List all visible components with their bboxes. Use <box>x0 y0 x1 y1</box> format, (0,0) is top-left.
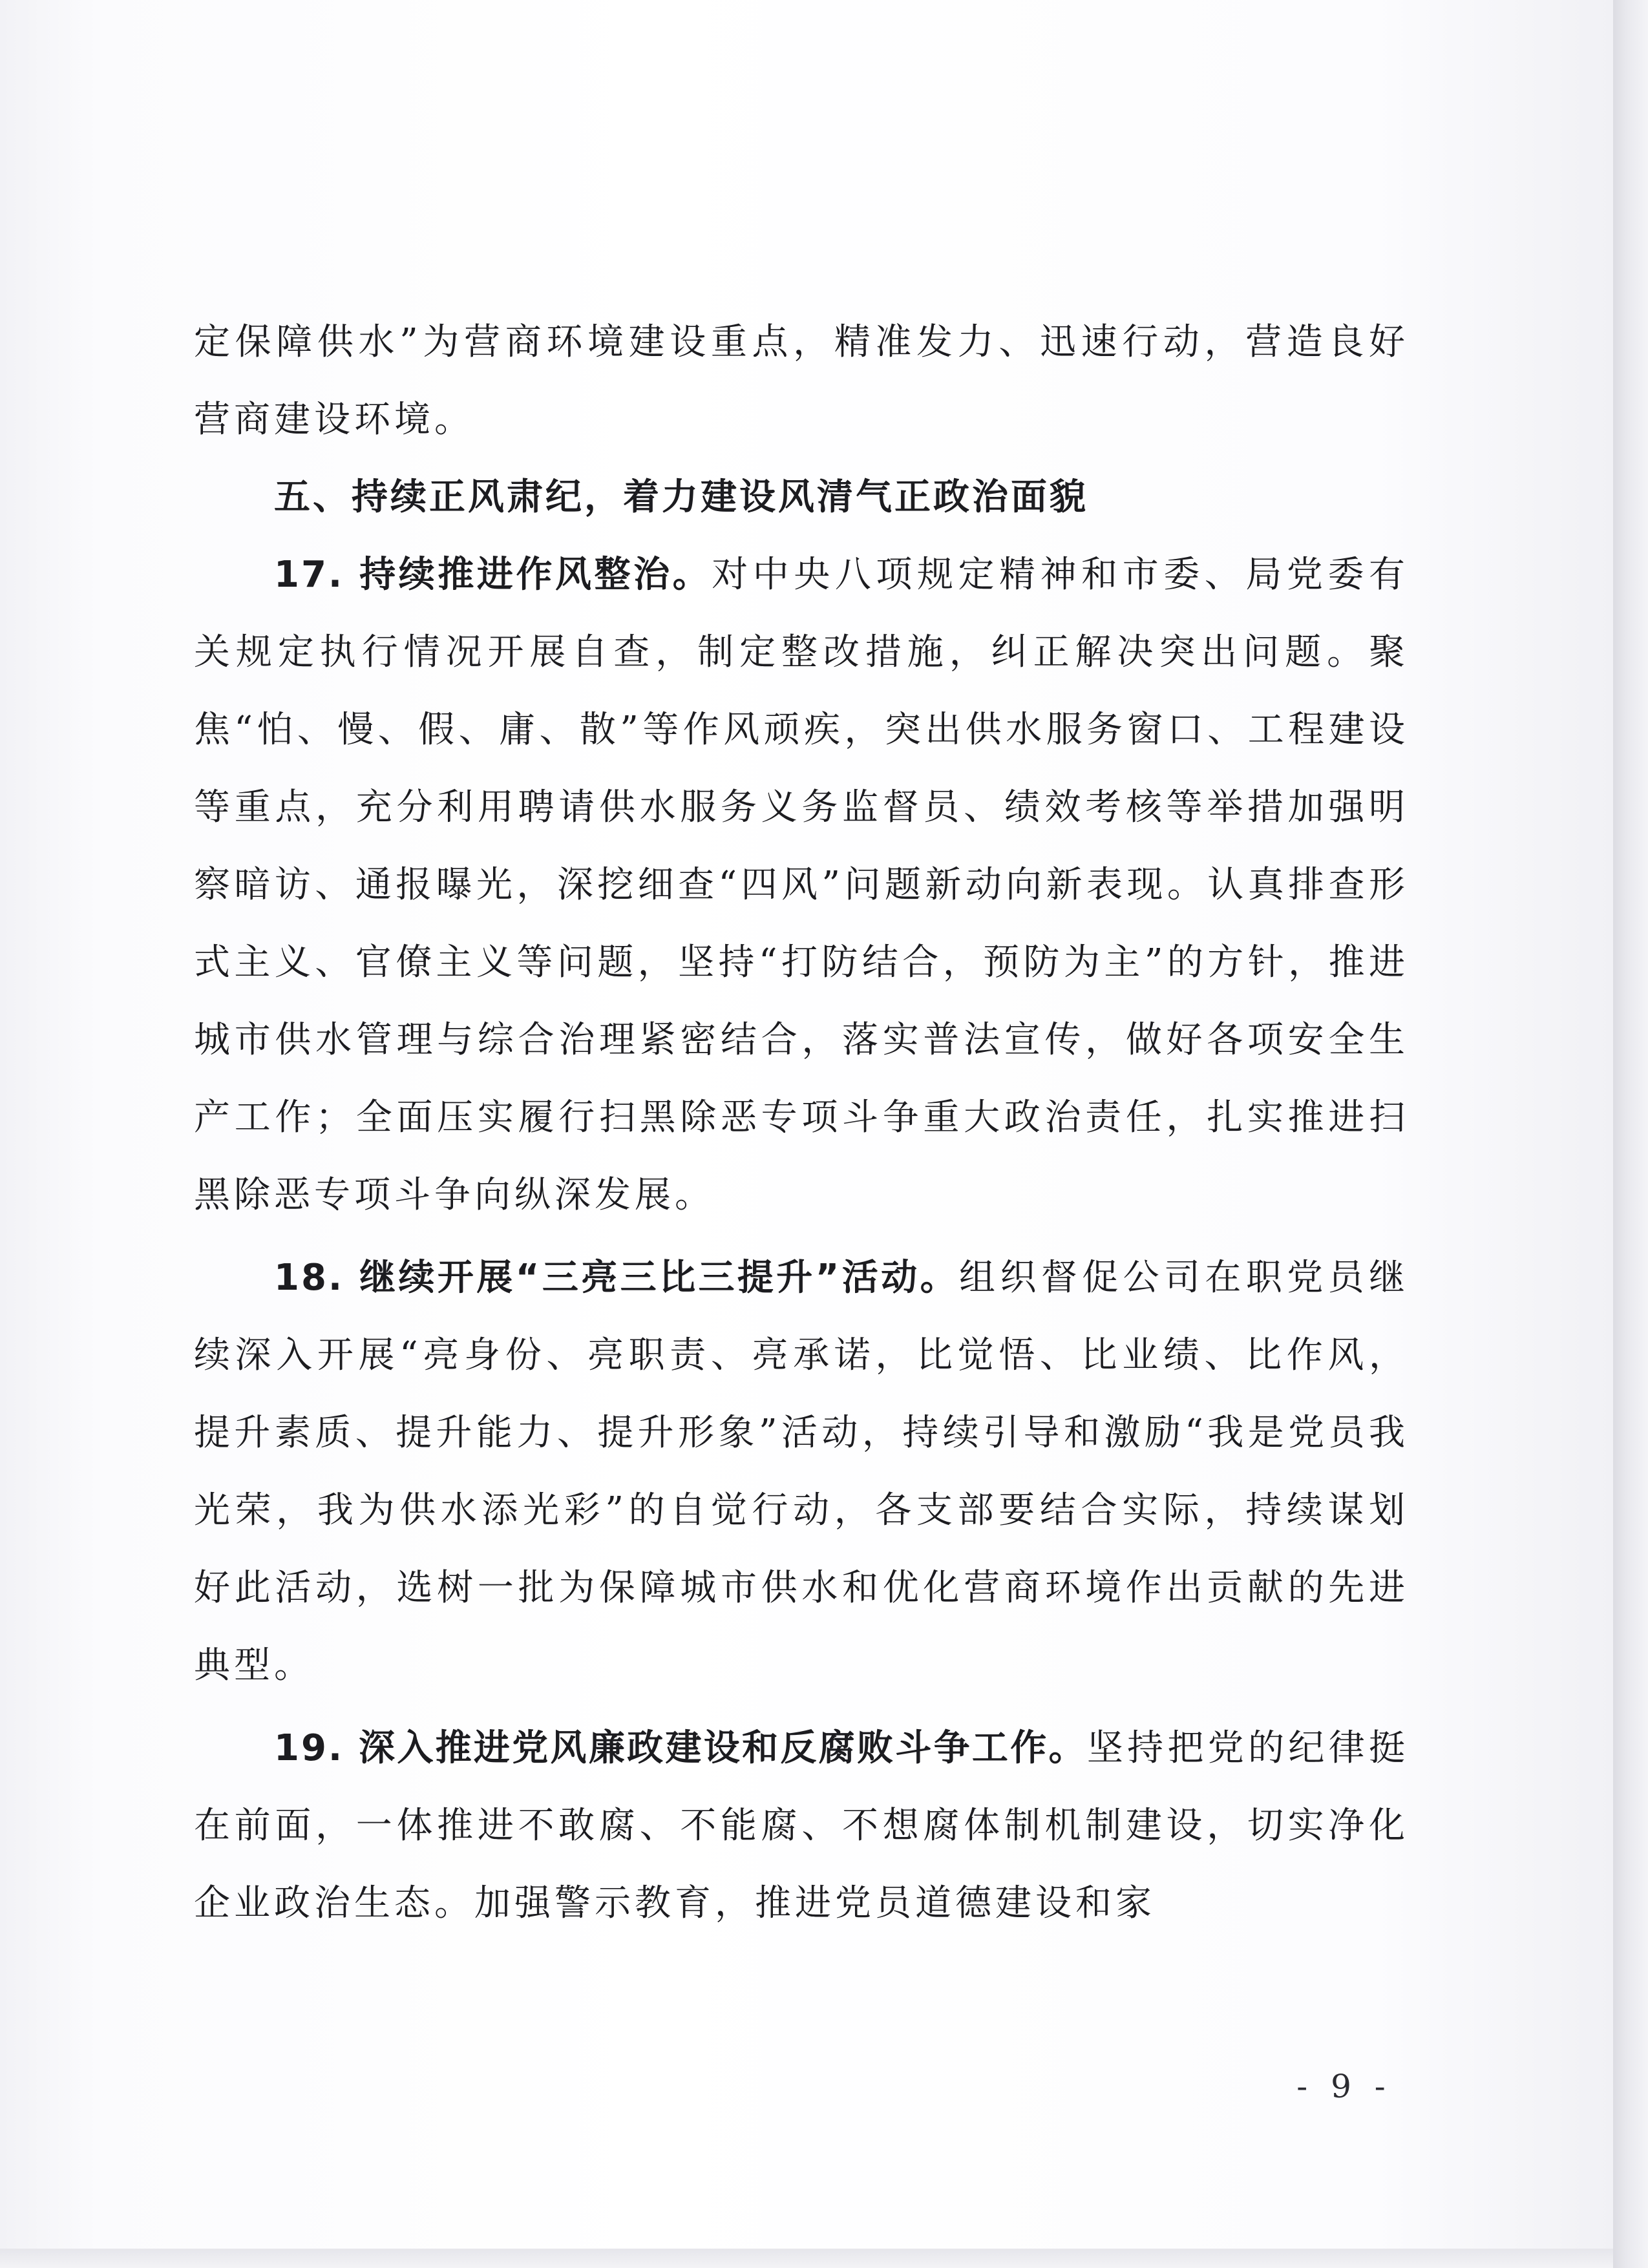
section-heading: 五、持续正风肃纪，着力建设风清气正政治面貌 <box>274 476 1088 518</box>
paragraph-continuation: 定保障供水”为营商环境建设重点，精准发力、迅速行动，营造良好营商建设环境。 <box>194 321 1409 441</box>
document-body <box>194 304 1409 1942</box>
item-19-title: 19. 深入推进党风廉政建设和反腐败斗争工作。 <box>274 1727 1087 1769</box>
scan-page-bottom-edge <box>0 2249 1613 2268</box>
page-number: - 9 - <box>1296 2068 1392 2105</box>
item-18-title: 18. 继续开展“三亮三比三提升”活动。 <box>274 1257 960 1299</box>
item-17-title: 17. 持续推进作风整治。 <box>274 554 712 596</box>
item-17-body: 对中央八项规定精神和市委、局党委有关规定执行情况开展自查，制定整改措施，纠正解决突出问题。聚焦“怕、慢、假、庸、散”等作风顽疾，突出供水服务窗口、工程建设等重点，充分利用聘请供水服务义务监督员、绩效考核等举措加强明察暗访、通报曝光，深挖细查“四风”问题新动向新表现。认真排查形式主义、官僚主义等问题，坚持“打防结合，预防为主”的方针，推进城市供水管理与综合治理紧密结合，落实普法宣传，做好各项安全生产工作；全面压实履行扫黑除恶专项斗争重大政治责任，扎实推进扫黑除恶专项斗争向纵深发展。 <box>194 554 1410 1216</box>
item-18-body: 组织督促公司在职党员继续深入开展“亮身份、亮职责、亮承诺，比觉悟、比业绩、比作风，提升素质、提升能力、提升形象”活动，持续引导和激励“我是党员我光荣，我为供水添光彩”的自觉行动，各支部要结合实际，持续谋划好此活动，选树一批为保障城市供水和优化营商环境作出贡献的先进典型。 <box>194 1257 1410 1686</box>
item-19-body: 坚持把党的纪律挺在前面，一体推进不敢腐、不能腐、不想腐体制机制建设，切实净化企业政治生态。加强警示教育，推进党员道德建设和家 <box>194 1727 1410 1924</box>
item-19-paragraph <box>194 1710 1409 1942</box>
item-18-paragraph <box>194 1239 1409 1705</box>
item-17-paragraph <box>194 536 1409 1234</box>
scan-page-edge <box>1613 0 1648 2268</box>
